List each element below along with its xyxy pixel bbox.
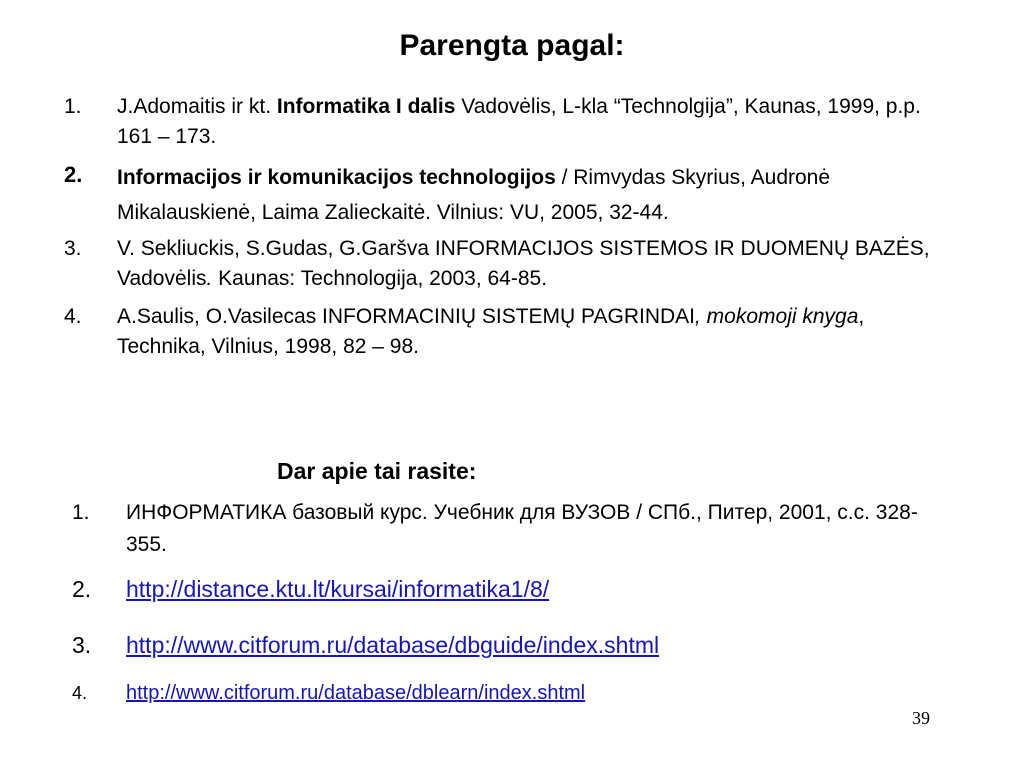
- source-link-wrapper: [126, 629, 946, 663]
- reference-item-2: [0, 160, 957, 230]
- source-item-4: [0, 677, 946, 709]
- source-item-3: [0, 629, 946, 663]
- list-number: 4.: [72, 683, 88, 703]
- reference-item-1: [0, 92, 957, 152]
- section-subtitle: Dar apie tai rasite:: [277, 458, 477, 484]
- source-link[interactable]: http://www.citforum.ru/database/dblearn/index.shtml: [126, 682, 586, 704]
- reference-main: A.Saulis, O.Vasilecas INFORMACINIŲ SISTEMŲ PAGRINDAI: [117, 305, 695, 328]
- list-number: 2.: [64, 162, 83, 187]
- reference-details: / Rimvydas Skyrius, Audronė Mikalauskienė, Laima Zalieckaitė. Vilnius: VU, 2005, 32-44.: [117, 166, 831, 224]
- list-number: 3.: [72, 632, 92, 658]
- reference-details: , Technika, Vilnius, 1998, 82 – 98.: [117, 305, 865, 358]
- source-link[interactable]: http://www.citforum.ru/database/dbguide/index.shtml: [126, 632, 660, 658]
- reference-italic: , mokomoji knyga: [695, 305, 859, 328]
- list-number: 3.: [64, 237, 82, 260]
- reference-details: Kaunas: Technologija, 2003, 64-85.: [212, 267, 548, 290]
- list-number: 2.: [72, 576, 92, 602]
- reference-list: [0, 92, 957, 362]
- source-link[interactable]: http://distance.ktu.lt/kursai/informatika1/8/: [126, 576, 550, 602]
- list-number: 1.: [64, 95, 82, 118]
- reference-item-3: [0, 234, 957, 294]
- reference-details: Vadovėlis, L-kla “Technolgija”, Kaunas, 1999, p.p. 161 – 173.: [117, 95, 921, 148]
- reference-text: [117, 160, 957, 230]
- list-number: 4.: [64, 305, 82, 328]
- reference-item-4: [0, 302, 957, 362]
- reference-italic: .: [206, 267, 213, 290]
- list-number: 1.: [72, 501, 90, 524]
- additional-sources-list: [0, 497, 946, 709]
- source-link-wrapper: [126, 573, 946, 607]
- source-text: ИНФОРМАТИКА базовый курс. Учебник для ВУЗОВ / СПб., Питер, 2001, с.с. 328-355.: [126, 501, 918, 556]
- reference-main: V. Sekliuckis, S.Gudas, G.Garšva INFORMACIJOS SISTEMOS IR DUOMENŲ BAZĖS, Vadovėlis: [117, 237, 930, 290]
- reference-author: J.Adomaitis ir kt.: [117, 95, 277, 118]
- reference-book-title: Informatika I dalis: [276, 95, 456, 118]
- page-number: 39: [912, 708, 930, 728]
- reference-text: [117, 92, 957, 152]
- reference-book-title: Informacijos ir komunikacijos technologijos: [117, 166, 556, 189]
- source-item-2: [0, 573, 946, 607]
- slide-title: Parengta pagal:: [399, 29, 625, 62]
- reference-text: [117, 302, 957, 362]
- source-link-wrapper: [126, 677, 946, 709]
- source-item-1: [0, 497, 946, 561]
- reference-text: [117, 234, 957, 294]
